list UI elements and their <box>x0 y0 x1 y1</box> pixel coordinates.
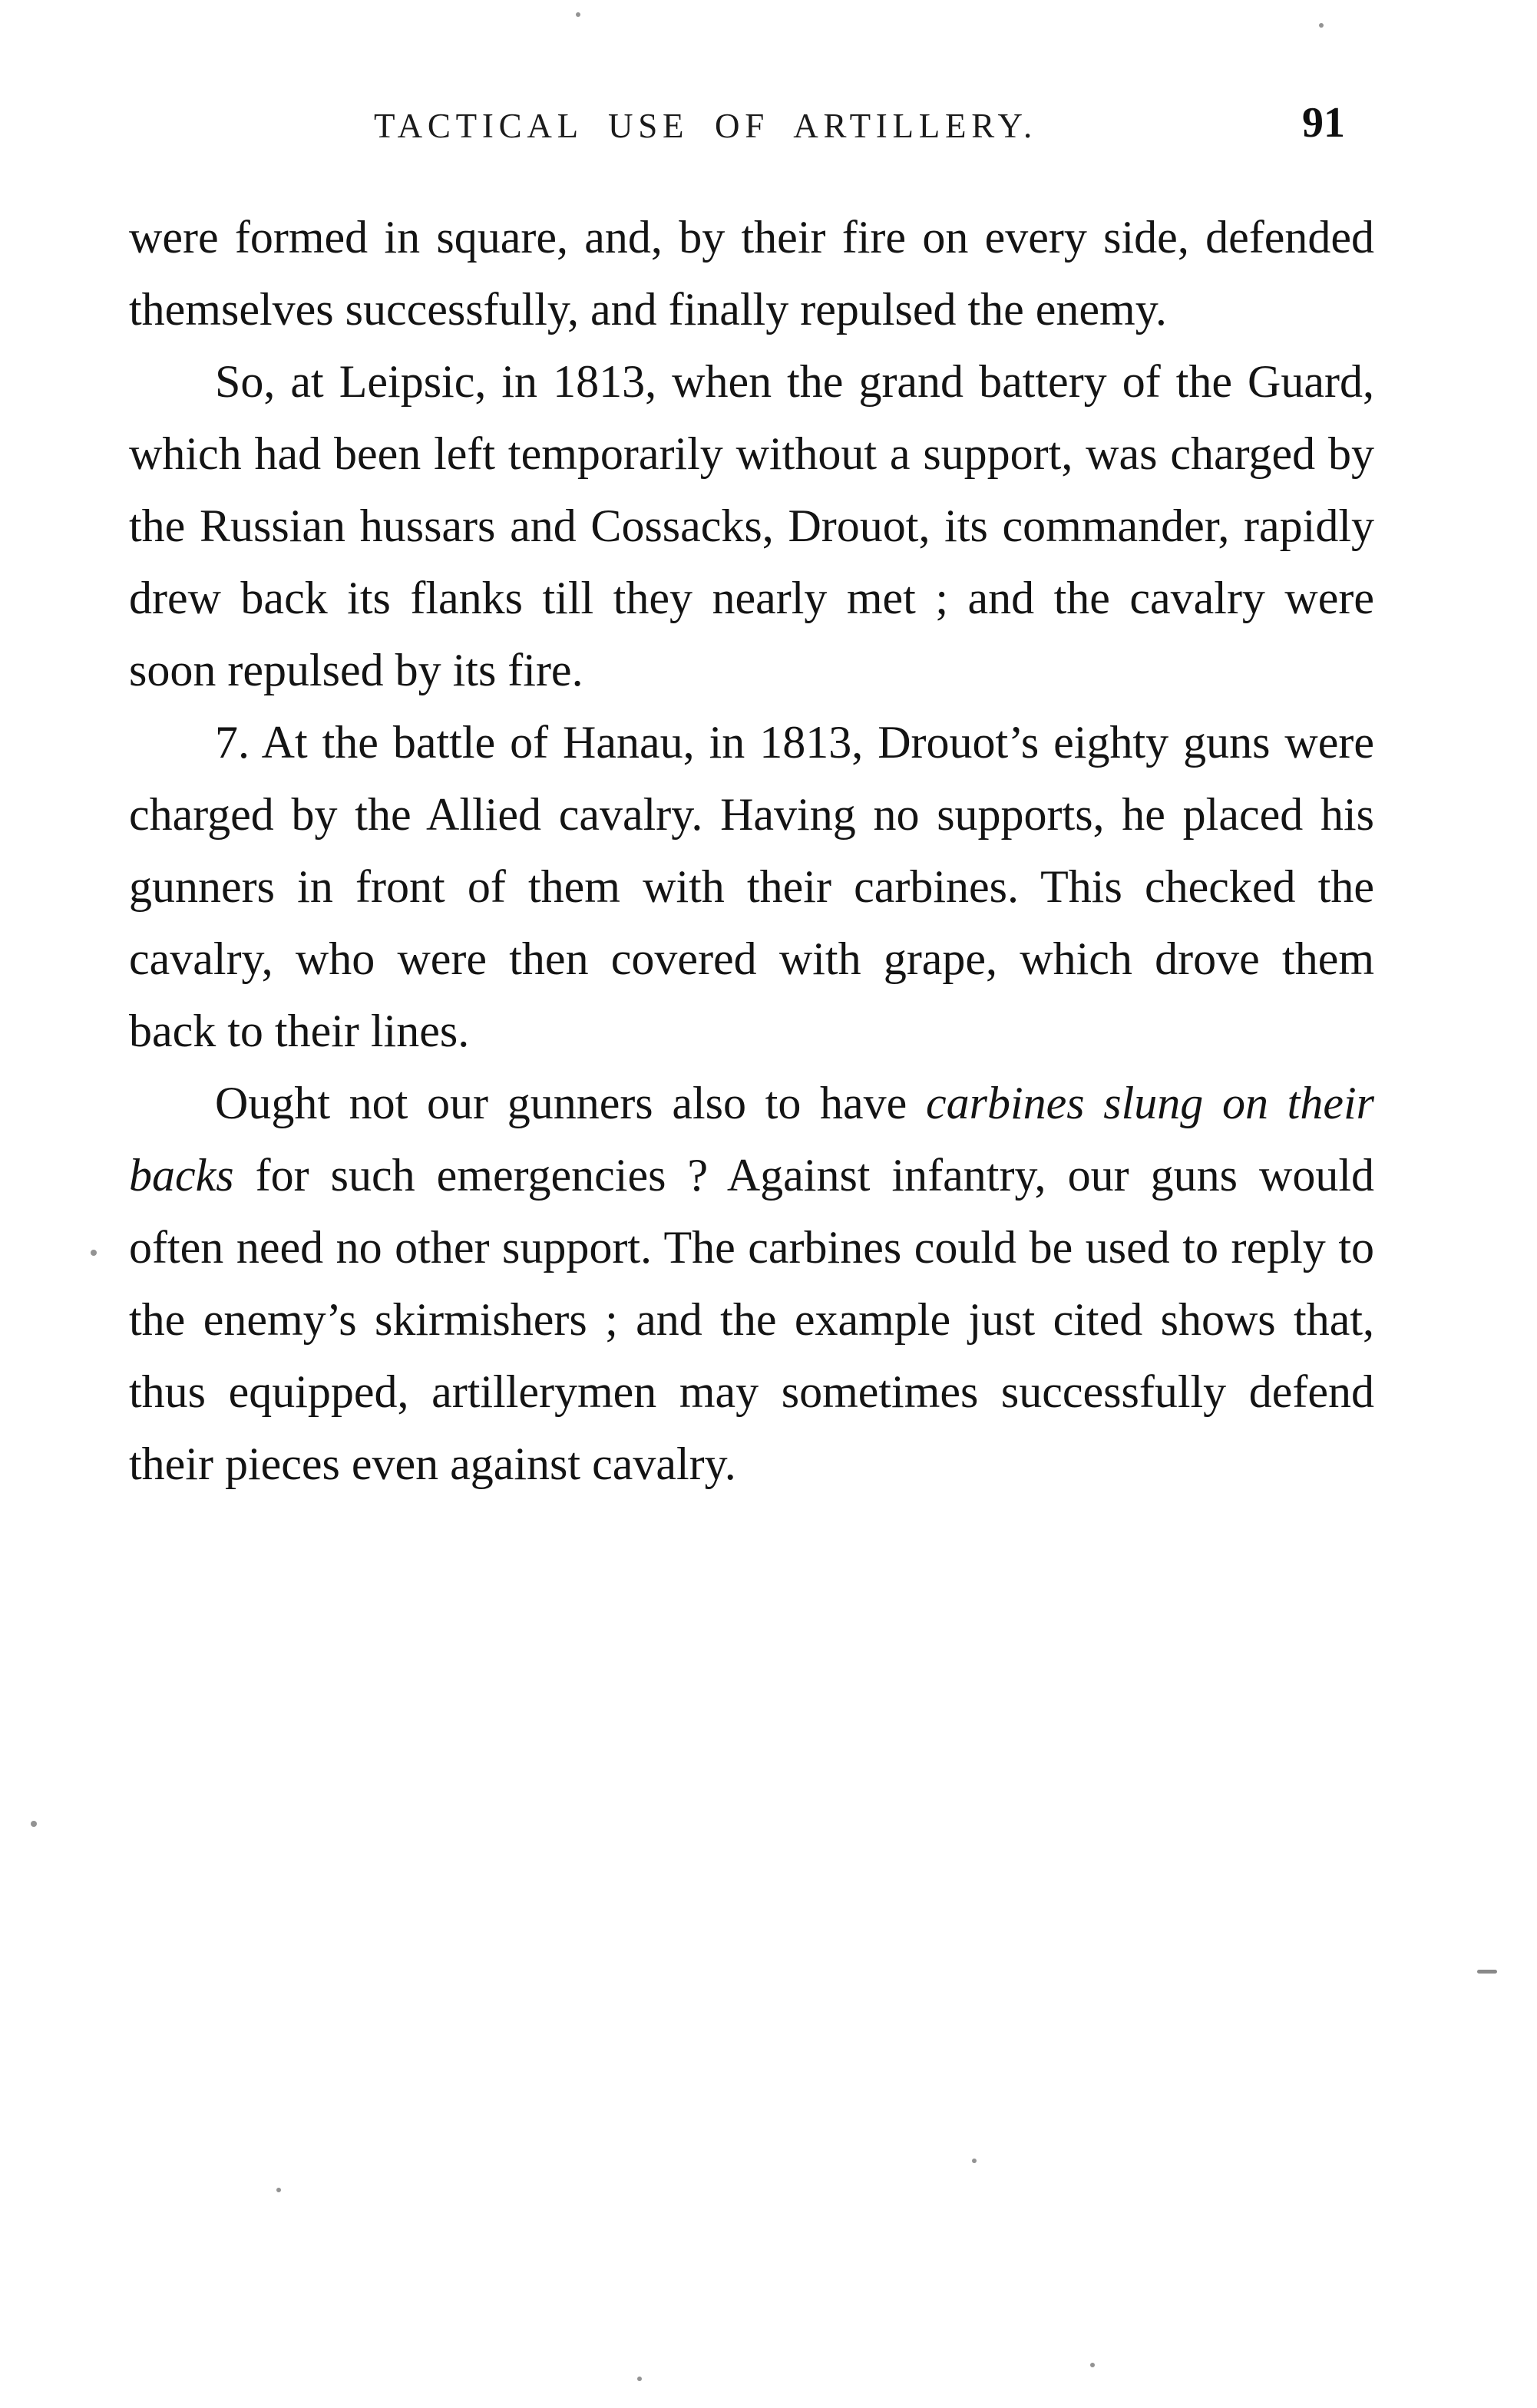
scan-speck <box>1319 23 1324 28</box>
page-header <box>129 99 1374 166</box>
paragraph-carbines-text: for such emergencies ? Against infantry, our guns would often need no other support. The carbines could be used to reply to the enemy’s skirmishers ; and the example just cited shows that, thus equipped, artillerymen may sometimes successfully defend their pieces even against cavalry. <box>129 1150 1374 1489</box>
paragraph-continuation: were formed in square, and, by their fire on every side, defended themselves successfully, and finally repulsed the enemy. <box>129 212 1374 335</box>
page-number: 91 <box>1302 99 1345 147</box>
paragraph-leipsic: So, at Leipsic, in 1813, when the grand battery of the Guard, which had been left temporarily without a support, was charged by the Russian hussars and Cossacks, Drouot, its commander, rapidly drew back its flanks till they nearly met ; and the cavalry were soon repulsed by its fire. <box>129 356 1374 695</box>
paragraph-carbines-text: Ought not our gunners also to have <box>215 1078 926 1128</box>
page-body <box>129 201 1374 1500</box>
scan-speck <box>637 2377 642 2381</box>
scan-speck <box>31 1821 37 1827</box>
scan-speck <box>1090 2363 1095 2367</box>
scan-speck <box>972 2159 977 2163</box>
paragraph-hanau: 7. At the battle of Hanau, in 1813, Drouot’s eighty guns were charged by the Allied cavalry. Having no supports, he placed his gunners in front of them with their carbines. This checked the cavalry, who were then covered with grape, which drove them back to their lines. <box>129 717 1374 1056</box>
paragraph-carbines-italic: carbines slung on their backs <box>129 1078 1374 1201</box>
running-title: TACTICAL USE OF ARTILLERY. <box>374 107 1037 145</box>
scan-speck <box>576 12 580 17</box>
scan-dash-artifact <box>1477 1970 1497 1974</box>
scan-speck <box>276 2188 281 2192</box>
scan-speck <box>91 1250 97 1256</box>
paragraph-carbines <box>129 1067 1374 1500</box>
